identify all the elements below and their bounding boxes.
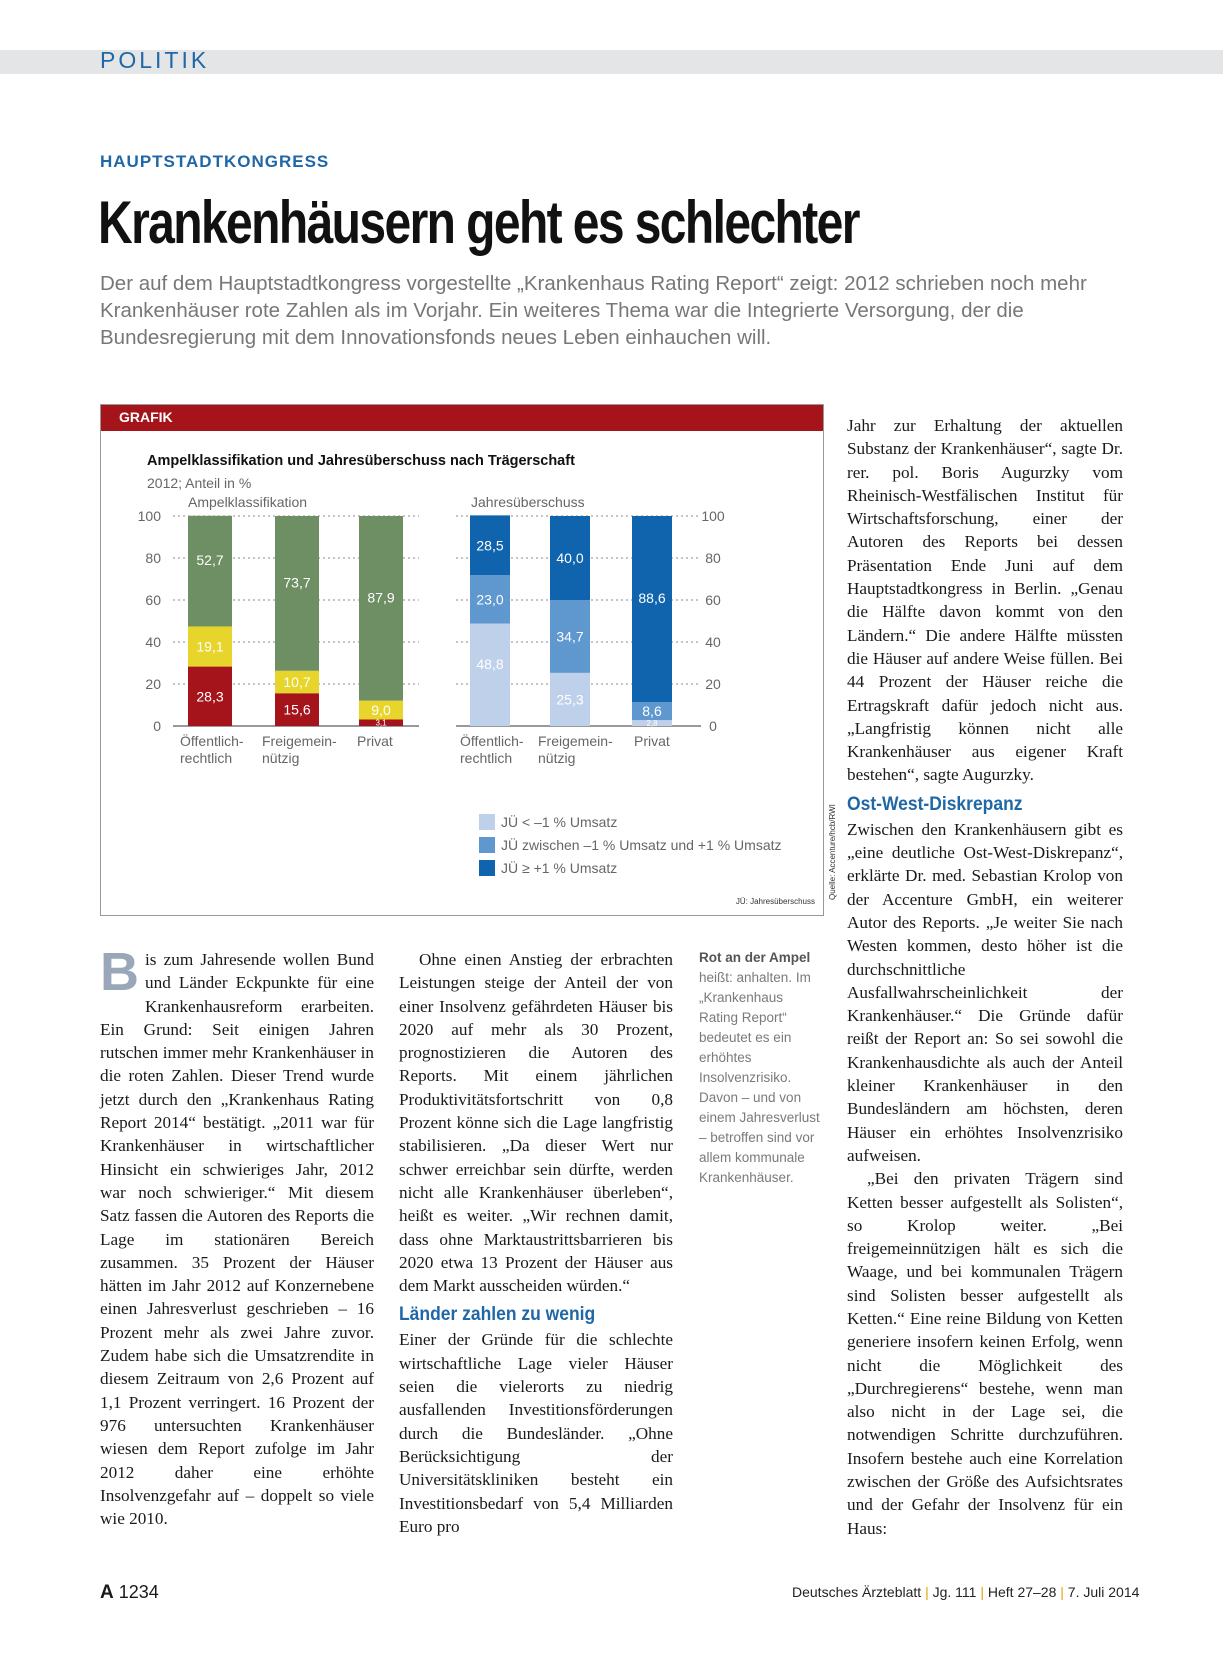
y-tick-label: 80 xyxy=(145,550,161,566)
chart2-bar-segment xyxy=(470,624,510,726)
y-tick-label: 80 xyxy=(705,550,721,566)
chart2-title: Jahresüberschuss xyxy=(471,494,585,510)
chart1-bar-segment xyxy=(359,516,403,701)
chart2-data-label: 28,5 xyxy=(476,537,504,554)
body-column-3 xyxy=(847,414,1123,1540)
paragraph: is zum Jahresende wollen Bund und Länder Eckpunkte für eine Krankenhausreform erarbeiten. Ein Grund: Seit einigen Jahren rutschen immer mehr Krankenhäuser in die roten Zahlen. Dieser Trend wurde jetzt durch den „Krankenhaus Rating Report 2014“ bestätigt. „2011 war für Krankenhäuser in wirtschaftlicher Hinsicht ein schwieriges Jahr, 2012 war noch schwieriger.“ Mit diesem Satz fassen die Autoren des Reports die Lage im stationären Bereich zusammen. 35 Prozent der Häuser hätten im Jahr 2012 auf Konzernebene einen Jahresverlust geschrieben – 16 Prozent mehr als zwei Jahre zuvor. Zudem habe sich die Umsatzrendite in diesem Zeitraum von 2,6 Prozent auf 1,1 Prozent verringert. 16 Prozent der 976 untersuchten Krankenhäuser wiesen dem Report zufolge im Jahr 2012 daher eine erhöhte Insolvenzgefahr auf – doppelt so viele wie 2010. xyxy=(100,950,374,1529)
legend-item xyxy=(479,813,782,836)
y-tick-label: 60 xyxy=(705,592,721,608)
subheading: Ost-West-Diskrepanz xyxy=(847,793,1023,815)
page-letter: A xyxy=(100,1582,114,1603)
chart2-data-label: 25,3 xyxy=(556,691,584,708)
y-tick-label: 100 xyxy=(701,508,725,524)
y-tick-label: 20 xyxy=(145,676,161,692)
c1-cat2-line1: Freigemein- xyxy=(262,733,337,749)
legend-item xyxy=(479,859,782,882)
y-tick-label: 40 xyxy=(145,634,161,650)
y-tick-label: 40 xyxy=(705,634,721,650)
chart1-bar-segment xyxy=(275,516,319,671)
page-number xyxy=(100,1582,159,1604)
chart2-data-label: 40,0 xyxy=(556,550,584,566)
journal-footer: Deutsches Ärzteblatt | Jg. 111 | Heft 27–28 | 7. Juli 2014 xyxy=(792,1584,1140,1600)
subheading: Länder zahlen zu wenig xyxy=(399,1304,596,1326)
chart1-data-label: 9,0 xyxy=(371,702,391,719)
journal-date: 7. Juli 2014 xyxy=(1067,1584,1140,1600)
kicker: HAUPTSTADTKONGRESS xyxy=(100,152,330,171)
c2-cat3: Privat xyxy=(634,733,670,749)
y-tick-label: 0 xyxy=(153,718,161,734)
dropcap: B xyxy=(100,942,139,1002)
chart1-data-label: 87,9 xyxy=(367,589,395,606)
paragraph: „Bei den privaten Trägern sind Ketten besser aufgestellt als Solisten“, so Krolop weiter. „Bei freigemeinnützigen hält es sich die Waage, und bei kommunalen Trägern sind Solisten besser aufgestellt als Ketten.“ Eine reine Bildung von Ketten generiere insofern keinen Erfolg, wenn nicht die Möglichkeit des „Durchregierens“ bestehe, wenn man also nicht in der Lage sei, die notwendigen Schritte durchzuführen. Insofern bestehe auch eine Korrelation zwischen der Größe des Aufsichtsrates und der Gefahr der Insolvenz für ein Haus: xyxy=(847,1169,1123,1538)
figure-source: Quelle: Accenture/hcb/RWI xyxy=(828,804,837,900)
chart1-title: Ampelklassifikation xyxy=(188,494,308,510)
page-number-value: 1234 xyxy=(118,1582,159,1602)
paragraph: Jahr zur Erhaltung der aktuellen Substanz der Krankenhäuser“, sagte Dr. rer. pol. Boris Augurzky vom Rheinisch-Westfälischen Institut für Wirtschaftsforschung, einer der Autoren des Reports bei dessen Präsentation Ende Juni auf dem Hauptstadtkongress in Berlin. „Genau die Hälfte davon kommt von den Ländern.“ Die andere Hälfte müssten die Häuser auf andere Weise füllen. Bei 44 Prozent der Häuser reiche die Ertragskraft dafür jedoch nicht aus. „Langfristig können nicht alle Krankenhäuser aus eigener Kraft bestehen“, sagte Augurzky. xyxy=(847,416,1123,785)
chart1-data-label: 15,6 xyxy=(283,701,311,718)
figure-note: JÜ: Jahresüberschuss xyxy=(735,897,815,906)
paragraph: Ohne einen Anstieg der erbrachten Leistungen steige der Anteil der von einer Insolvenz gefährdeten Häuser bis 2020 auf mehr als 30 Prozent, prognostizieren die Autoren des Reports. Mit einem jährlichen Produktivitätsfortschritt von 0,8 Prozent könne sich die Lage langfristig stabilisieren. „Da dieser Wert nur schwer erreichbar sein dürfte, werden nicht alle Krankenhäuser überleben“, heißt es weiter. „Wir rechnen damit, dass ohne Marktaustrittsbarrieren bis 2020 etwa 13 Prozent der Häuser aus dem Markt ausscheiden würden.“ xyxy=(399,950,673,1296)
section-label: POLITIK xyxy=(100,47,210,73)
body-column-2 xyxy=(399,948,673,1538)
journal-issue: Heft 27–28 xyxy=(987,1584,1057,1600)
chart2-data-label: 8,6 xyxy=(642,703,662,720)
margin-note-text: heißt: anhalten. Im „Krankenhaus Rating Report“ bedeutet es ein erhöhtes Insolvenzrisiko. Davon – und von einem Jahresverlust – betroffen sind vor allem kommunale Krankenhäuser. xyxy=(699,970,820,1185)
journal-name: Deutsches Ärzteblatt xyxy=(792,1584,922,1600)
legend-swatch xyxy=(479,860,495,876)
chart1-data-label: 3,1 xyxy=(375,718,387,728)
chart2-data-label: 23,0 xyxy=(476,591,504,608)
legend-label: JÜ zwischen –1 % Umsatz und +1 % Umsatz xyxy=(501,837,782,853)
chart2-bar-segment xyxy=(632,516,672,702)
chart2-data-label: 2,8 xyxy=(646,719,658,729)
c2-cat1-line1: Öffentlich- xyxy=(460,733,524,749)
c1-cat1-line1: Öffentlich- xyxy=(180,733,244,749)
c1-cat2-line2: nützig xyxy=(262,750,300,766)
chart1-data-label: 73,7 xyxy=(283,574,311,591)
chart2-data-label: 48,8 xyxy=(476,655,504,672)
figure-title: Ampelklassifikation und Jahresüberschuss nach Trägerschaft xyxy=(147,453,575,469)
lead-paragraph: Der auf dem Hauptstadtkongress vorgestellte „Krankenhaus Rating Report“ zeigt: 2012 schrieben noch mehr Krankenhäuser rote Zahlen als im Vorjahr. Ein weiteres Thema war die Integrierte Versorgung, der die Bundesregierung mit dem Innovationsfonds neues Leben einhauchen will. xyxy=(100,272,1087,349)
margin-note xyxy=(699,948,821,1188)
journal-volume: Jg. 111 xyxy=(932,1584,977,1600)
y-tick-label: 20 xyxy=(705,676,721,692)
figure-subtitle: 2012; Anteil in % xyxy=(147,475,252,491)
c1-cat3: Privat xyxy=(357,733,393,749)
chart2-data-label: 88,6 xyxy=(638,590,666,607)
c1-cat1-line2: rechtlich xyxy=(180,750,233,766)
c2-cat2-line1: Freigemein- xyxy=(538,733,613,749)
y-tick-label: 0 xyxy=(709,718,717,734)
c2-cat1-line2: rechtlich xyxy=(460,750,513,766)
figure-label: GRAFIK xyxy=(119,409,173,425)
chart1-data-label: 28,3 xyxy=(196,688,224,705)
body-column-1 xyxy=(100,942,374,1530)
legend-label: JÜ ≥ +1 % Umsatz xyxy=(501,860,618,876)
chart1-data-label: 10,7 xyxy=(283,674,311,691)
paragraph: Zwischen den Krankenhäusern gibt es „eine deutliche Ost-West-Diskrepanz“, erklärte Dr. med. Sebastian Krolop von der Accenture GmbH, ein weiterer Autor des Reports. „Je weiter Sie nach Westen kommen, desto höher ist die durchschnittliche Ausfallwahrscheinlichkeit der Krankenhäuser.“ Die Gründe dafür reißt der Report an: So sei sowohl die Krankenhausdichte als auch der Anteil kleiner Krankenhäuser in den Bundesländern am höchsten, deren Häuser ein erhöhtes Insolvenzrisiko aufweisen. xyxy=(847,819,1123,1165)
chart1-data-label: 52,7 xyxy=(196,552,224,569)
y-tick-label: 100 xyxy=(137,508,161,524)
y-tick-label: 60 xyxy=(145,592,161,608)
chart1-bar-segment xyxy=(188,516,232,627)
paragraph: Einer der Gründe für die schlechte wirtschaftliche Lage vieler Häuser seien die vielerorts zu niedrig ausfallenden Investitionsförderungen durch die Bundesländer. „Ohne Berücksichtigung der Universitätskliniken besteht ein Investitionsbedarf von 5,4 Milliarden Euro pro xyxy=(399,1330,673,1536)
headline: Krankenhäusern geht es schlechter xyxy=(98,189,859,256)
margin-note-title: Rot an der Ampel xyxy=(699,950,811,965)
legend-label: JÜ < –1 % Umsatz xyxy=(501,814,618,830)
chart-legend xyxy=(479,813,782,882)
legend-item xyxy=(479,836,782,859)
chart1-data-label: 19,1 xyxy=(196,638,224,655)
chart2-data-label: 34,7 xyxy=(556,628,584,645)
figure xyxy=(100,404,824,916)
legend-swatch xyxy=(479,837,495,853)
legend-swatch xyxy=(479,814,495,830)
c2-cat2-line2: nützig xyxy=(538,750,576,766)
